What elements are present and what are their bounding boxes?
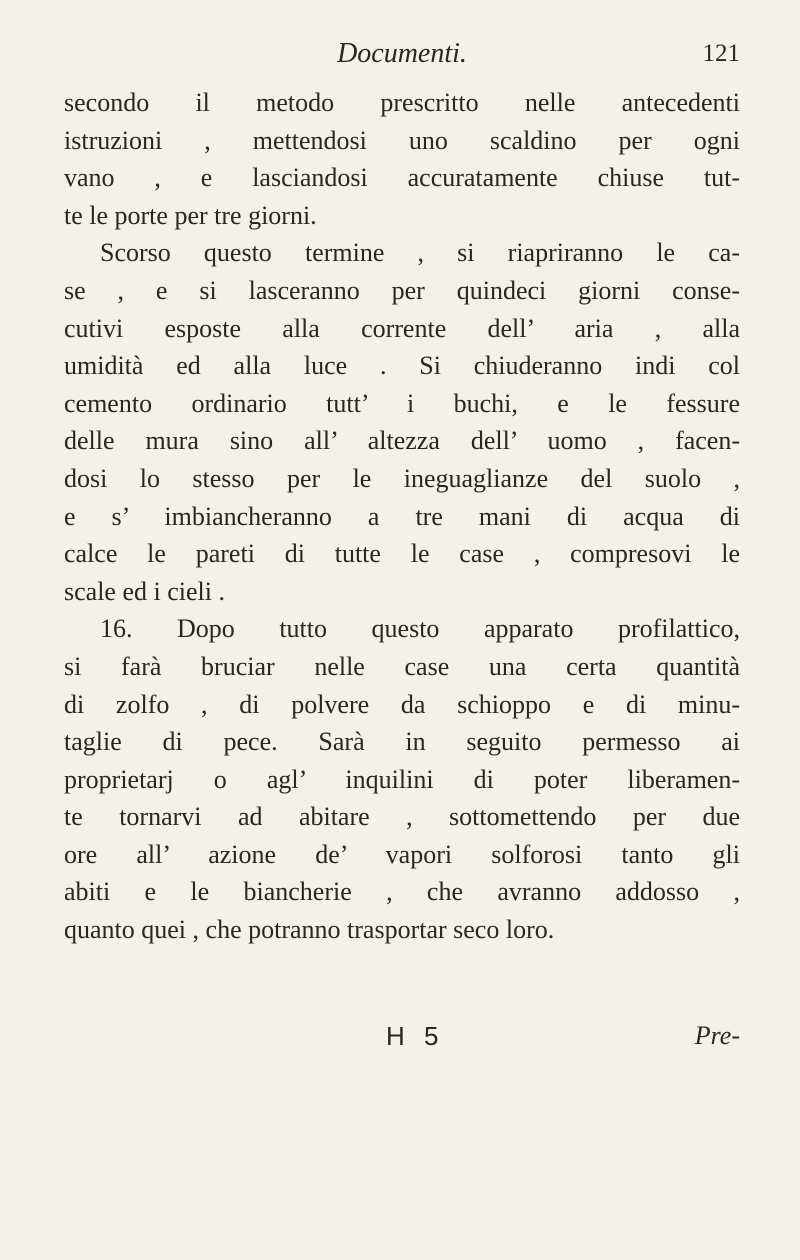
text-line: taglie di pece. Sarà in seguito permesso ai [64, 727, 740, 757]
signature-mark: H 5 [386, 1021, 445, 1051]
text-line: quanto quei , che potranno trasportar seco loro. [64, 915, 555, 945]
text-line: cutivi esposte alla corrente dell’ aria , alla [64, 313, 740, 343]
running-head [64, 32, 740, 76]
body-text [64, 84, 740, 949]
text-line: 16. Dopo tutto questo apparato profilattico, [100, 614, 740, 644]
text-line: scale ed i cieli . [64, 576, 225, 606]
text-line: istruzioni , mettendosi uno scaldino per ogni [64, 125, 740, 155]
text-line: proprietarj o agl’ inquilini di poter liberamen- [64, 764, 740, 794]
text-line: dosi lo stesso per le ineguaglianze del suolo , [64, 463, 740, 493]
text-line: e s’ imbiancheranno a tre mani di acqua di [64, 501, 740, 531]
text-line: te le porte per tre giorni. [64, 200, 317, 230]
page-number: 121 [702, 40, 740, 67]
text-line: ore all’ azione de’ vapori solforosi tanto gli [64, 839, 740, 869]
text-line: te tornarvi ad abitare , sottomettendo per due [64, 802, 740, 832]
text-line: delle mura sino all’ altezza dell’ uomo , facen- [64, 426, 740, 456]
text-line: secondo il metodo prescritto nelle antecedenti [64, 88, 740, 117]
page-footer [64, 1016, 740, 1056]
text-line: se , e si lasceranno per quindeci giorni conse- [64, 275, 740, 305]
text-line: vano , e lasciandosi accuratamente chiuse tut- [64, 163, 740, 193]
text-line: Scorso questo termine , si riapriranno le ca- [100, 238, 740, 268]
text-line: abiti e le biancherie , che avranno addosso , [64, 877, 740, 907]
text-line: di zolfo , di polvere da schioppo e di minu- [64, 689, 740, 719]
catchword: Pre- [694, 1021, 740, 1050]
text-line: calce le pareti di tutte le case , compresovi le [64, 539, 740, 569]
text-line: cemento ordinario tutt’ i buchi, e le fessure [64, 388, 740, 418]
text-line: umidità ed alla luce . Si chiuderanno indi col [64, 351, 740, 381]
running-head-title: Documenti. [337, 38, 467, 69]
text-line: si farà bruciar nelle case una certa quantità [64, 651, 740, 681]
